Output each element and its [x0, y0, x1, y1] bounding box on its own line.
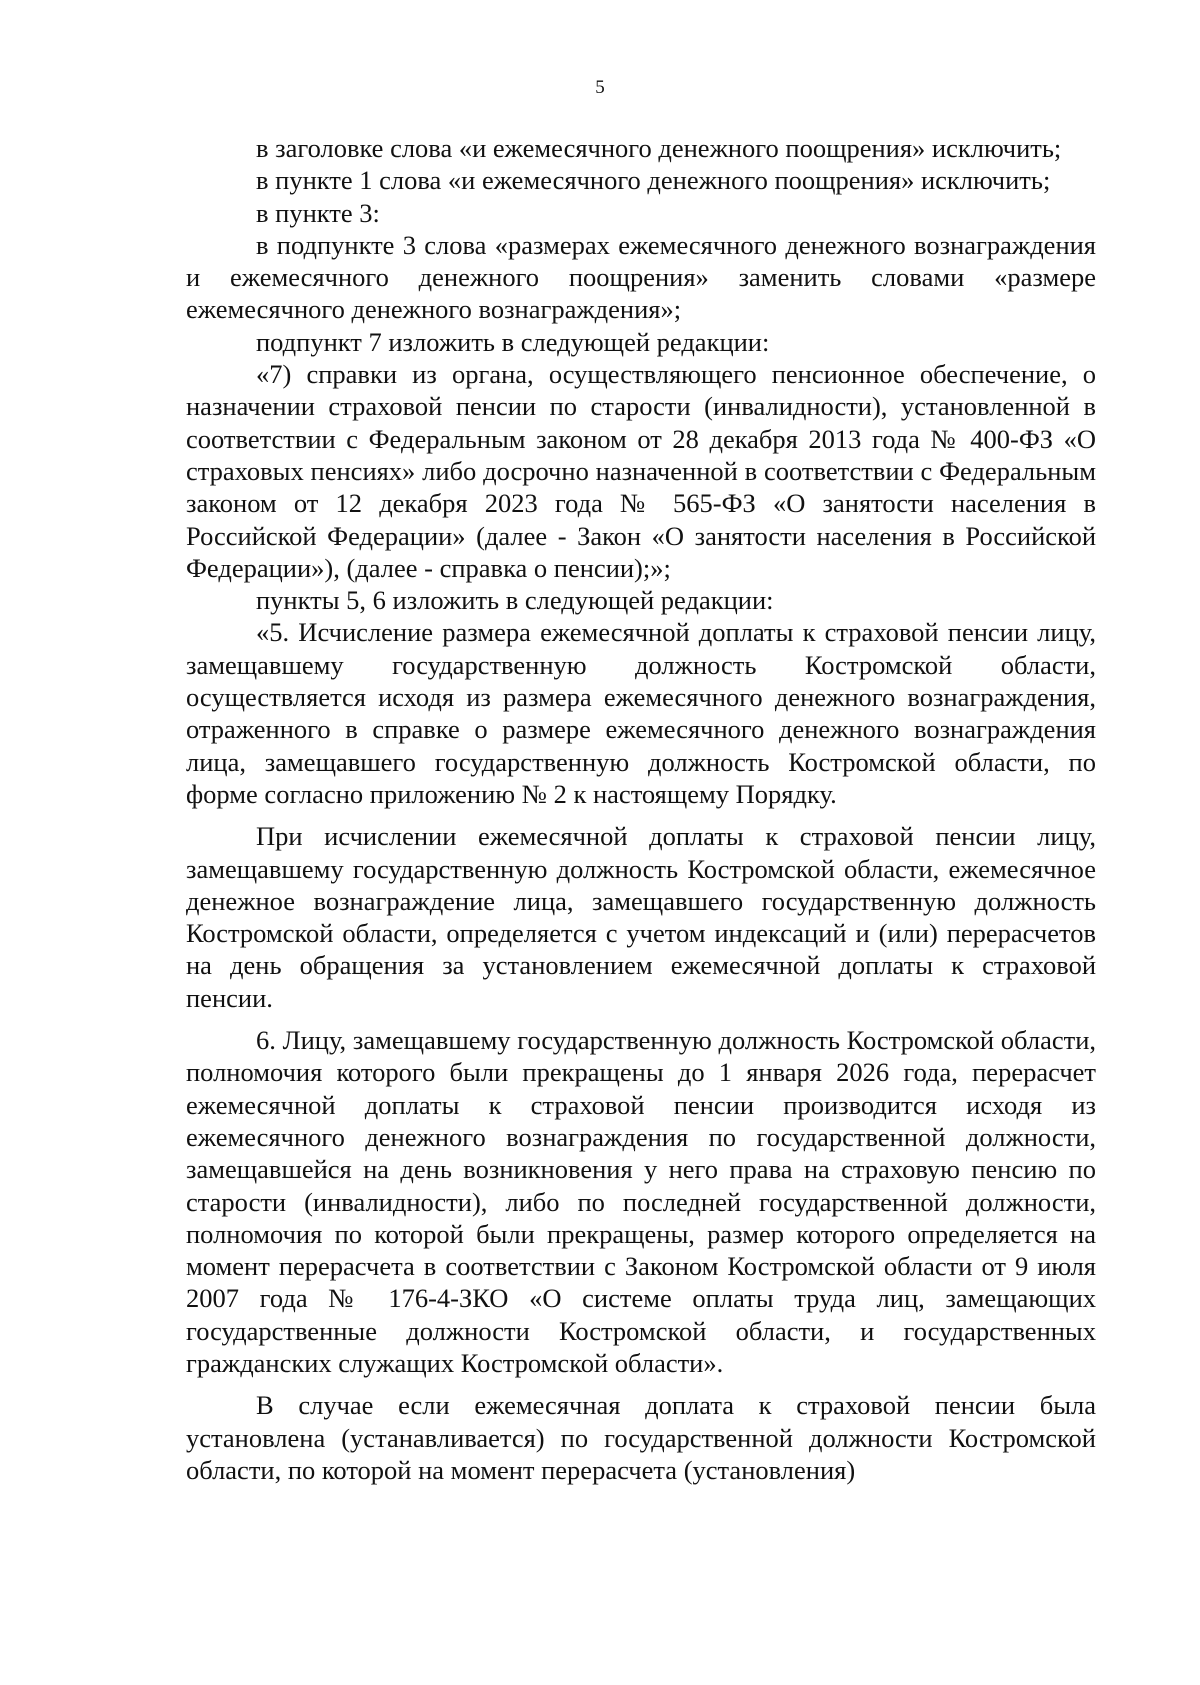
paragraph-case-text: В случае если ежемесячная доплата к страховой пенсии была установлена (устанавливается) по государственной должности Костромской области, по которой на момент перерасчета (установления)	[186, 1390, 1096, 1485]
page-number: 5	[595, 77, 605, 98]
document-body	[186, 132, 1096, 1486]
paragraph-item-1-amendment: в пункте 1 слова «и ежемесячного денежного поощрения» исключить;	[256, 165, 1051, 196]
paragraph-title-amendment: в заголовке слова «и ежемесячного денежного поощрения» исключить;	[256, 133, 1062, 163]
paragraph-item-3-intro: в пункте 3:	[256, 197, 380, 228]
paragraph-subitem-7-intro: подпункт 7 изложить в следующей редакции:	[256, 326, 770, 357]
paragraph-items-5-6-intro: пункты 5, 6 изложить в следующей редакции:	[256, 585, 774, 616]
paragraph-subitem-7-text: «7) справки из органа, осуществляющего пенсионное обеспечение, о назначении страховой пенсии по старости (инвалидности), установленной в соответствии с Федеральным законом от 28 декабря 2013 года № 400-ФЗ «О страховых пенсиях» либо досрочно назначенной в соответствии с Федеральным законом от 12 декабря 2023 года № 565-ФЗ «О занятости населения в Российской Федерации» (далее - Закон «О занятости населения в Российской Федерации»), (далее - справка о пенсии);»;	[186, 359, 1096, 583]
paragraph-subitem-3-amendment: в подпункте 3 слова «размерах ежемесячного денежного вознаграждения и ежемесячного денежного поощрения» заменить словами «размере ежемесячного денежного вознаграждения»;	[186, 229, 1096, 325]
paragraph-item-6-text: 6. Лицу, замещавшему государственную должность Костромской области, полномочия которого были прекращены до 1 января 2026 года, перерасчет ежемесячной доплаты к страховой пенсии производится исходя из ежемесячного денежного вознаграждения по государственной должности, замещавшейся на день возникновения у него права на страховую пенсию по старости (инвалидности), либо по последней государственной должности, полномочия по которой были прекращены, размер которого определяется на момент перерасчета в соответствии с Законом Костромской области от 9 июля 2007 года № 176-4-ЗКО «О системе оплаты труда лиц, замещающих государственные должности Костромской области, и государственных гражданских служащих Костромской области».	[186, 1025, 1096, 1378]
paragraph-calculation-text: При исчислении ежемесячной доплаты к страховой пенсии лицу, замещавшему государственную должность Костромской области, ежемесячное денежное вознаграждение лица, замещавшего государственную должность Костромской области, определяется с учетом индексаций и (или) перерасчетов на день обращения за установлением ежемесячной доплаты к страховой пенсии.	[186, 821, 1096, 1013]
paragraph-item-5-text: «5. Исчисление размера ежемесячной доплаты к страховой пенсии лицу, замещавшему государственную должность Костромской области, осуществляется исходя из размера ежемесячного денежного вознаграждения, отраженного в справке о размере ежемесячного денежного вознаграждения лица, замещавшего государственную должность Костромской области, по форме согласно приложению № 2 к настоящему Порядку.	[186, 617, 1096, 809]
